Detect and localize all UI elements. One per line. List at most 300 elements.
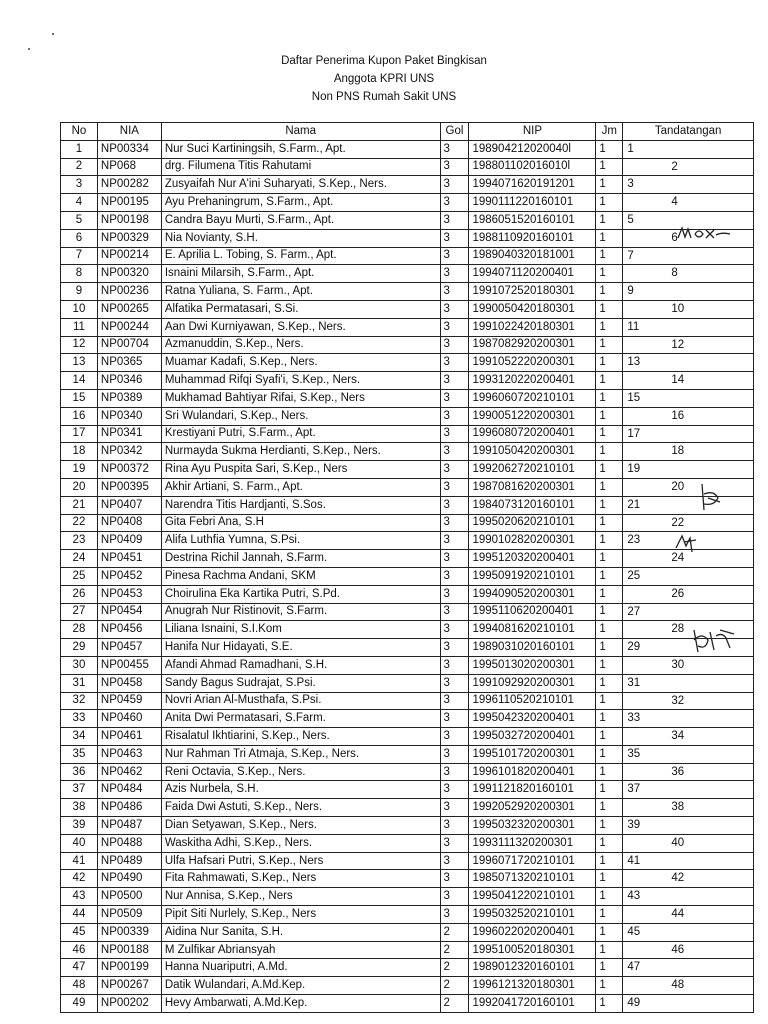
- signature-number: 35: [627, 747, 641, 760]
- row-nip: 1996060720210101: [469, 389, 596, 407]
- signature-number: 38: [671, 801, 685, 814]
- signature-number: 31: [627, 676, 641, 689]
- row-gol: 3: [440, 710, 469, 728]
- table-row: [61, 336, 754, 354]
- row-gol: 3: [440, 496, 469, 514]
- row-nip: 1995032320200301: [469, 817, 596, 835]
- row-nia: NP0409: [97, 532, 161, 550]
- row-jm: 1: [596, 781, 623, 799]
- scan-speck: [52, 33, 54, 35]
- row-gol: 2: [440, 977, 469, 995]
- row-tandatangan: [623, 389, 754, 407]
- row-nama: Narendra Titis Hardjanti, S.Sos.: [161, 496, 440, 514]
- signature-number: 48: [671, 979, 685, 992]
- row-nama: Nur Annisa, S.Kep., Ners: [161, 888, 440, 906]
- row-tandatangan: [623, 158, 754, 176]
- row-nia: NP0460: [97, 710, 161, 728]
- table-row: [61, 674, 754, 692]
- table-row: [61, 621, 754, 639]
- row-gol: 3: [440, 229, 469, 247]
- row-jm: 1: [596, 211, 623, 229]
- row-no: 37: [61, 781, 98, 799]
- row-gol: 3: [440, 478, 469, 496]
- row-gol: 2: [440, 941, 469, 959]
- table-row: [61, 158, 754, 176]
- row-no: 7: [61, 247, 98, 265]
- row-no: 26: [61, 585, 98, 603]
- row-gol: 3: [440, 888, 469, 906]
- row-nia: NP0454: [97, 603, 161, 621]
- row-tandatangan: [623, 461, 754, 479]
- row-tandatangan: [623, 870, 754, 888]
- row-gol: 3: [440, 639, 469, 657]
- table-row: [61, 461, 754, 479]
- table-row: [61, 194, 754, 212]
- row-nia: NP0500: [97, 888, 161, 906]
- row-nip: 1995032520210101: [469, 906, 596, 924]
- signature-number: 36: [671, 765, 685, 778]
- row-gol: 3: [440, 656, 469, 674]
- row-nip: 1991022420180301: [469, 318, 596, 336]
- header-nip: NIP: [469, 123, 596, 141]
- row-tandatangan: [623, 781, 754, 799]
- row-nip: 198801102016010l: [469, 158, 596, 176]
- row-nip: 1992052920200301: [469, 799, 596, 817]
- row-jm: 1: [596, 941, 623, 959]
- row-tandatangan: [623, 318, 754, 336]
- row-tandatangan: [623, 834, 754, 852]
- row-gol: 3: [440, 567, 469, 585]
- row-no: 5: [61, 211, 98, 229]
- row-nip: 1984073120160101: [469, 496, 596, 514]
- signature-number: 27: [627, 605, 641, 618]
- signature-number: 42: [671, 872, 685, 885]
- row-no: 35: [61, 745, 98, 763]
- row-jm: 1: [596, 496, 623, 514]
- row-no: 32: [61, 692, 98, 710]
- row-nip: 1995032720200401: [469, 728, 596, 746]
- row-nip: 1995091920210101: [469, 567, 596, 585]
- row-no: 14: [61, 372, 98, 390]
- row-jm: 1: [596, 336, 623, 354]
- row-no: 17: [61, 425, 98, 443]
- row-tandatangan: [623, 229, 754, 247]
- row-no: 34: [61, 728, 98, 746]
- row-jm: 1: [596, 567, 623, 585]
- row-nia: NP00339: [97, 923, 161, 941]
- row-nip: 1996071720210101: [469, 852, 596, 870]
- row-nama: Zusyaifah Nur A'ini Suharyati, S.Kep., Ners.: [161, 176, 440, 194]
- row-nama: Azis Nurbela, S.H.: [161, 781, 440, 799]
- row-nip: 1990102820200301: [469, 532, 596, 550]
- row-tandatangan: [623, 817, 754, 835]
- row-nia: NP00202: [97, 995, 161, 1013]
- row-jm: 1: [596, 140, 623, 158]
- row-no: 25: [61, 567, 98, 585]
- row-gol: 3: [440, 906, 469, 924]
- row-nia: NP0484: [97, 781, 161, 799]
- signature-number: 28: [671, 623, 685, 636]
- row-no: 6: [61, 229, 98, 247]
- row-nip: 1987081620200301: [469, 478, 596, 496]
- table-row: [61, 389, 754, 407]
- row-tandatangan: [623, 140, 754, 158]
- row-nip: 1995101720200301: [469, 745, 596, 763]
- table-row: [61, 229, 754, 247]
- row-nip: 1995041220210101: [469, 888, 596, 906]
- row-jm: 1: [596, 176, 623, 194]
- table-header-row: [61, 123, 754, 141]
- row-nia: NP00199: [97, 959, 161, 977]
- row-nama: Datik Wulandari, A.Md.Kep.: [161, 977, 440, 995]
- row-nia: NP0457: [97, 639, 161, 657]
- row-nama: Ratna Yuliana, S. Farm., Apt.: [161, 283, 440, 301]
- row-nip: 198904212020040l: [469, 140, 596, 158]
- row-gol: 3: [440, 834, 469, 852]
- signature-number: 23: [627, 534, 641, 547]
- row-jm: 1: [596, 834, 623, 852]
- row-nia: NP00372: [97, 461, 161, 479]
- row-nama: Risalatul Ikhtiarini, S.Kep., Ners.: [161, 728, 440, 746]
- row-nip: 1987082920200301: [469, 336, 596, 354]
- document-title: [0, 52, 768, 106]
- row-gol: 3: [440, 318, 469, 336]
- row-no: 20: [61, 478, 98, 496]
- table-row: [61, 407, 754, 425]
- row-nip: 1991072520180301: [469, 283, 596, 301]
- table-row: [61, 283, 754, 301]
- row-nama: Hanifa Nur Hidayati, S.E.: [161, 639, 440, 657]
- row-nia: NP00236: [97, 283, 161, 301]
- table-row: [61, 728, 754, 746]
- table-row: [61, 318, 754, 336]
- row-jm: 1: [596, 870, 623, 888]
- row-nama: Isnaini Milarsih, S.Farm., Apt.: [161, 265, 440, 283]
- row-tandatangan: [623, 656, 754, 674]
- row-tandatangan: [623, 372, 754, 390]
- row-nia: NP00455: [97, 656, 161, 674]
- row-gol: 3: [440, 621, 469, 639]
- row-tandatangan: [623, 336, 754, 354]
- row-jm: 1: [596, 300, 623, 318]
- row-tandatangan: [623, 728, 754, 746]
- row-tandatangan: [623, 283, 754, 301]
- table-row: [61, 443, 754, 461]
- row-jm: 1: [596, 461, 623, 479]
- row-no: 19: [61, 461, 98, 479]
- row-nia: NP00267: [97, 977, 161, 995]
- row-tandatangan: [623, 300, 754, 318]
- row-jm: 1: [596, 977, 623, 995]
- row-nip: 1992062720210101: [469, 461, 596, 479]
- row-nia: NP068: [97, 158, 161, 176]
- row-no: 39: [61, 817, 98, 835]
- row-gol: 3: [440, 532, 469, 550]
- row-nama: Aidina Nur Sanita, S.H.: [161, 923, 440, 941]
- table-row: [61, 211, 754, 229]
- signature-number: 30: [671, 658, 685, 671]
- row-nia: NP0459: [97, 692, 161, 710]
- row-nama: Hanna Nuariputri, A.Md.: [161, 959, 440, 977]
- row-nia: NP0407: [97, 496, 161, 514]
- table-row: [61, 870, 754, 888]
- signature-number: 22: [671, 516, 685, 529]
- row-nia: NP00265: [97, 300, 161, 318]
- row-tandatangan: [623, 977, 754, 995]
- signature-number: 19: [627, 463, 641, 476]
- row-nia: NP00244: [97, 318, 161, 336]
- row-nama: Alfatika Permatasari, S.Si.: [161, 300, 440, 318]
- table-row: [61, 906, 754, 924]
- signature-number: 41: [627, 854, 641, 867]
- row-nia: NP0340: [97, 407, 161, 425]
- row-nip: 1994081620210101: [469, 621, 596, 639]
- row-nia: NP0342: [97, 443, 161, 461]
- table-row: [61, 799, 754, 817]
- row-gol: 3: [440, 265, 469, 283]
- row-nama: Liliana Isnaini, S.I.Kom: [161, 621, 440, 639]
- row-nia: NP00282: [97, 176, 161, 194]
- row-jm: 1: [596, 265, 623, 283]
- row-no: 42: [61, 870, 98, 888]
- row-gol: 3: [440, 140, 469, 158]
- header-gol: Gol: [440, 123, 469, 141]
- signature-number: 14: [671, 374, 685, 387]
- row-nip: 1988110920160101: [469, 229, 596, 247]
- row-nia: NP00329: [97, 229, 161, 247]
- row-gol: 3: [440, 745, 469, 763]
- row-tandatangan: [623, 852, 754, 870]
- row-no: 11: [61, 318, 98, 336]
- row-nia: NP0461: [97, 728, 161, 746]
- row-nip: 1992041720160101: [469, 995, 596, 1013]
- row-gol: 3: [440, 443, 469, 461]
- row-nia: NP00198: [97, 211, 161, 229]
- row-jm: 1: [596, 710, 623, 728]
- row-nia: NP0346: [97, 372, 161, 390]
- row-jm: 1: [596, 372, 623, 390]
- row-jm: 1: [596, 603, 623, 621]
- row-gol: 3: [440, 674, 469, 692]
- row-nama: Hevy Ambarwati, A.Md.Kep.: [161, 995, 440, 1013]
- signature-number: 17: [627, 427, 641, 440]
- table-row: [61, 372, 754, 390]
- scan-speck: [28, 48, 30, 50]
- row-nia: NP0490: [97, 870, 161, 888]
- recipient-table: [60, 122, 754, 1013]
- title-line-3: Non PNS Rumah Sakit UNS: [311, 91, 457, 103]
- row-nama: Waskitha Adhi, S.Kep., Ners.: [161, 834, 440, 852]
- row-gol: 3: [440, 763, 469, 781]
- row-no: 48: [61, 977, 98, 995]
- row-tandatangan: [623, 799, 754, 817]
- row-nia: NP0389: [97, 389, 161, 407]
- row-gol: 3: [440, 799, 469, 817]
- row-tandatangan: [623, 941, 754, 959]
- row-nama: Nur Suci Kartiningsih, S.Farm., Apt.: [161, 140, 440, 158]
- row-nia: NP00195: [97, 194, 161, 212]
- row-no: 41: [61, 852, 98, 870]
- signature-number: 15: [627, 391, 641, 404]
- row-nama: Reni Octavia, S.Kep., Ners.: [161, 763, 440, 781]
- row-gol: 3: [440, 870, 469, 888]
- row-nama: Anita Dwi Permatasari, S.Farm.: [161, 710, 440, 728]
- signature-number: 46: [671, 943, 685, 956]
- signature-number: 32: [671, 694, 685, 707]
- row-gol: 3: [440, 585, 469, 603]
- row-nama: Choirulina Eka Kartika Putri, S.Pd.: [161, 585, 440, 603]
- row-nama: Candra Bayu Murti, S.Farm., Apt.: [161, 211, 440, 229]
- header-nia: NIA: [97, 123, 161, 141]
- table-row: [61, 959, 754, 977]
- row-gol: 3: [440, 176, 469, 194]
- row-nama: Ayu Prehaningrum, S.Farm., Apt.: [161, 194, 440, 212]
- table-row: [61, 478, 754, 496]
- row-jm: 1: [596, 621, 623, 639]
- row-nama: Nurmayda Sukma Herdianti, S.Kep., Ners.: [161, 443, 440, 461]
- table-row: [61, 354, 754, 372]
- row-nama: Pipit Siti Nurlely, S.Kep., Ners: [161, 906, 440, 924]
- row-tandatangan: [623, 995, 754, 1013]
- table-row: [61, 639, 754, 657]
- row-nia: NP0509: [97, 906, 161, 924]
- row-gol: 3: [440, 283, 469, 301]
- row-nip: 1996022020200401: [469, 923, 596, 941]
- row-gol: 3: [440, 211, 469, 229]
- row-nia: NP0408: [97, 514, 161, 532]
- row-nia: NP0489: [97, 852, 161, 870]
- row-tandatangan: [623, 194, 754, 212]
- row-no: 13: [61, 354, 98, 372]
- row-jm: 1: [596, 692, 623, 710]
- row-tandatangan: [623, 514, 754, 532]
- row-nia: NP0365: [97, 354, 161, 372]
- signature-number: 6: [671, 231, 678, 244]
- table-row: [61, 745, 754, 763]
- table-row: [61, 247, 754, 265]
- row-nip: 1991052220200301: [469, 354, 596, 372]
- signature-number: 24: [671, 552, 685, 565]
- table-row: [61, 763, 754, 781]
- table-row: [61, 941, 754, 959]
- row-nia: NP0462: [97, 763, 161, 781]
- row-jm: 1: [596, 923, 623, 941]
- row-nama: Nia Novianty, S.H.: [161, 229, 440, 247]
- row-gol: 3: [440, 603, 469, 621]
- row-jm: 1: [596, 194, 623, 212]
- row-tandatangan: [623, 550, 754, 568]
- table-row: [61, 888, 754, 906]
- row-nama: Nur Rahman Tri Atmaja, S.Kep., Ners.: [161, 745, 440, 763]
- row-tandatangan: [623, 478, 754, 496]
- row-nip: 1986051520160101: [469, 211, 596, 229]
- row-no: 31: [61, 674, 98, 692]
- row-tandatangan: [623, 443, 754, 461]
- row-nia: NP0341: [97, 425, 161, 443]
- row-nia: NP0452: [97, 567, 161, 585]
- row-tandatangan: [623, 532, 754, 550]
- row-jm: 1: [596, 906, 623, 924]
- row-nama: Muhammad Rifqi Syafi'i, S.Kep., Ners.: [161, 372, 440, 390]
- row-no: 49: [61, 995, 98, 1013]
- row-no: 3: [61, 176, 98, 194]
- title-line-2: Anggota KPRI UNS: [333, 73, 435, 85]
- row-no: 9: [61, 283, 98, 301]
- row-no: 21: [61, 496, 98, 514]
- row-jm: 1: [596, 728, 623, 746]
- signature-number: 26: [671, 587, 685, 600]
- row-tandatangan: [623, 247, 754, 265]
- signature-number: 39: [627, 819, 641, 832]
- row-gol: 3: [440, 336, 469, 354]
- row-jm: 1: [596, 995, 623, 1013]
- signature-number: 10: [671, 302, 685, 315]
- signature-number: 40: [671, 836, 685, 849]
- row-nama: Sandy Bagus Sudrajat, S.Psi.: [161, 674, 440, 692]
- row-jm: 1: [596, 318, 623, 336]
- row-nama: Muamar Kadafi, S.Kep., Ners.: [161, 354, 440, 372]
- table-row: [61, 656, 754, 674]
- row-jm: 1: [596, 763, 623, 781]
- row-nip: 1989012320160101: [469, 959, 596, 977]
- row-nama: Azmanuddin, S.Kep., Ners.: [161, 336, 440, 354]
- signature-number: 8: [671, 267, 678, 280]
- row-tandatangan: [623, 674, 754, 692]
- row-nip: 1994071120200401: [469, 265, 596, 283]
- row-gol: 3: [440, 300, 469, 318]
- row-no: 2: [61, 158, 98, 176]
- signature-number: 43: [627, 890, 641, 903]
- row-tandatangan: [623, 888, 754, 906]
- row-nia: NP0453: [97, 585, 161, 603]
- row-no: 43: [61, 888, 98, 906]
- row-nip: 1995013020200301: [469, 656, 596, 674]
- row-no: 45: [61, 923, 98, 941]
- table-row: [61, 834, 754, 852]
- row-nia: NP00704: [97, 336, 161, 354]
- row-nama: Rina Ayu Puspita Sari, S.Kep., Ners: [161, 461, 440, 479]
- row-tandatangan: [623, 603, 754, 621]
- row-jm: 1: [596, 354, 623, 372]
- title-line-1: Daftar Penerima Kupon Paket Bingkisan: [281, 55, 487, 67]
- table-body: [61, 140, 754, 1012]
- row-nip: 1995100520180301: [469, 941, 596, 959]
- row-jm: 1: [596, 674, 623, 692]
- row-jm: 1: [596, 425, 623, 443]
- row-nip: 1990111220160101: [469, 194, 596, 212]
- row-gol: 3: [440, 194, 469, 212]
- table-row: [61, 995, 754, 1013]
- row-no: 1: [61, 140, 98, 158]
- row-nama: Sri Wulandari, S.Kep., Ners.: [161, 407, 440, 425]
- row-jm: 1: [596, 888, 623, 906]
- table-row: [61, 977, 754, 995]
- signature-number: 34: [671, 730, 685, 743]
- signature-number: 4: [671, 196, 678, 209]
- row-nip: 1996121320180301: [469, 977, 596, 995]
- row-nama: Pinesa Rachma Andani, SKM: [161, 567, 440, 585]
- row-nama: Afandi Ahmad Ramadhani, S.H.: [161, 656, 440, 674]
- row-jm: 1: [596, 514, 623, 532]
- signature-number: 11: [627, 320, 640, 333]
- row-nama: Mukhamad Bahtiyar Rifai, S.Kep., Ners: [161, 389, 440, 407]
- row-no: 46: [61, 941, 98, 959]
- row-no: 29: [61, 639, 98, 657]
- row-tandatangan: [623, 959, 754, 977]
- row-nia: NP0463: [97, 745, 161, 763]
- row-nip: 1996080720200401: [469, 425, 596, 443]
- table-row: [61, 710, 754, 728]
